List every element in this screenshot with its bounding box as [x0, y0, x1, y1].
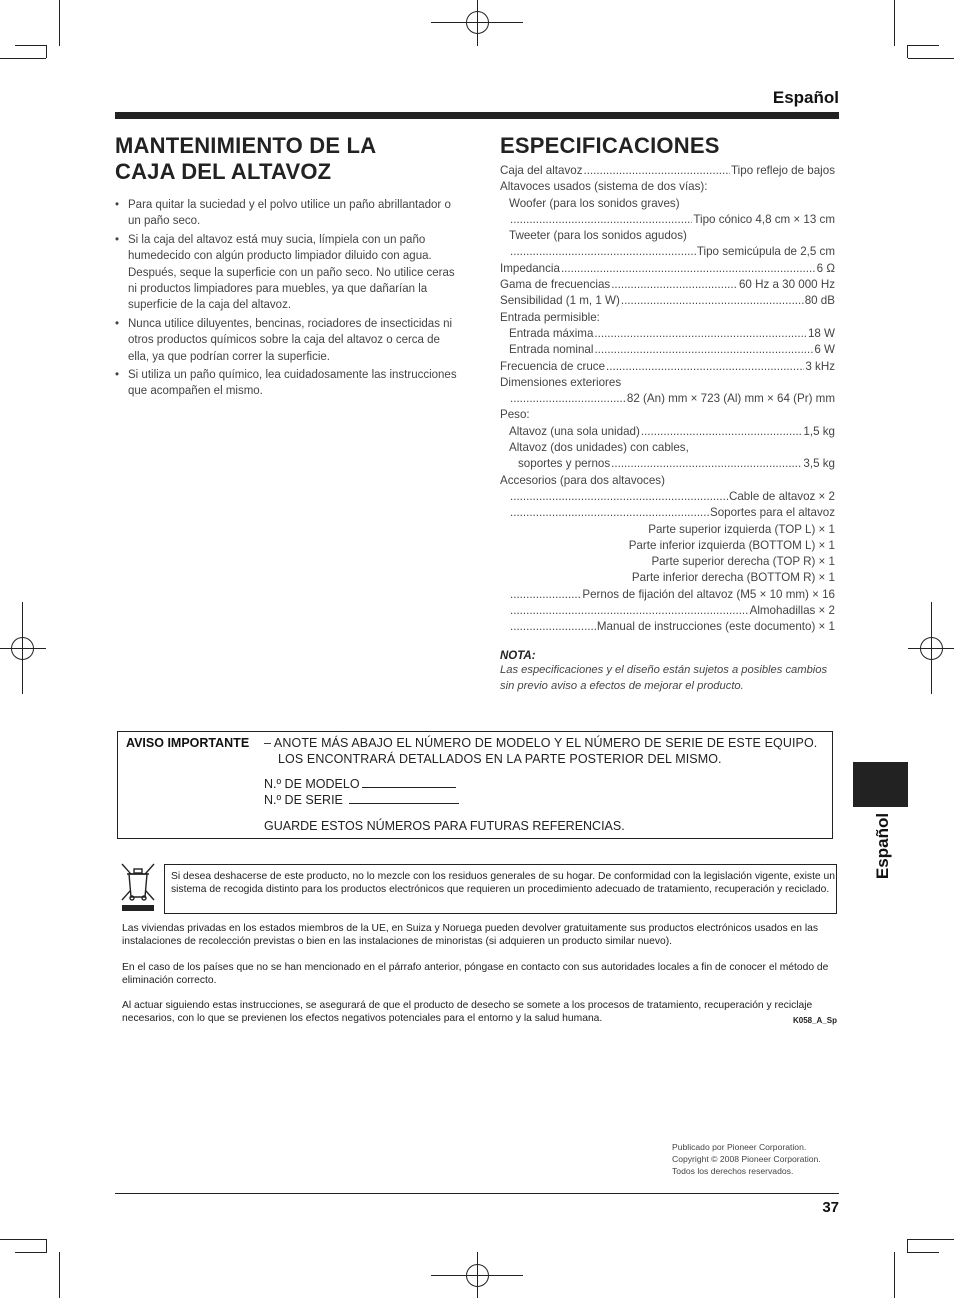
- spec-row: Impedancia ..... 6 Ω: [500, 261, 835, 277]
- spec-row: Entrada permisible:: [500, 310, 600, 324]
- disposal-code: K058_A_Sp: [792, 1016, 837, 1025]
- disposal-paragraph-1: Las viviendas privadas en los estados miembros de la UE, en Suiza y Noruega pueden devolver gratuitamente sus productos electrónicos usados en las instalaciones de recolección previstas o bien en las instalaciones de minoristas (si adquieren un producto similar nuevo).: [122, 923, 819, 947]
- notice-line2: LOS ENCONTRARÁ DETALLADOS EN LA PARTE POSTERIOR DEL MISMO.: [278, 752, 722, 766]
- spec-row: ..... 82 (An) mm × 723 (Al) mm × 64 (Pr) mm: [500, 391, 835, 407]
- side-language-label: Español: [873, 812, 892, 880]
- disposal-notice-box: [164, 864, 837, 914]
- list-item: • Nunca utilice diluyentes, bencinas, rociadores de insecticidas ni otros productos químicos sobre la caja del altavoz o cerca de ella, ya que podrían correr la superficie.: [115, 316, 460, 365]
- spec-row: Dimensiones exteriores: [500, 375, 622, 389]
- disposal-paragraph-3: Al actuar siguiendo estas instrucciones, se asegurará de que el producto de desecho se somete a los procesos de tratamiento, recuperación y reciclaje necesarios, con lo que se previenen los efectos negativos potenciales para el entorno y la salud humana.: [122, 1000, 813, 1024]
- spec-row: Gama de frecuencias ..... 60 Hz a 30 000 Hz: [500, 277, 835, 293]
- notice-title: AVISO IMPORTANTE: [126, 736, 250, 750]
- publisher-line3: Todos los derechos reservados.: [672, 1166, 794, 1176]
- spec-row: Entrada nominal ..... 6 W: [500, 342, 835, 358]
- spec-row: Accesorios (para dos altavoces): [500, 473, 665, 487]
- spec-row: Sensibilidad (1 m, 1 W) ..... 80 dB: [500, 293, 835, 309]
- publisher-line2: Copyright © 2008 Pioneer Corporation.: [672, 1154, 821, 1164]
- model-number-field: [264, 777, 456, 791]
- spec-row: Parte inferior izquierda (BOTTOM L) × 1: [628, 538, 835, 552]
- important-notice-box: [117, 731, 833, 839]
- spec-row: Entrada máxima ..... 18 W: [500, 326, 835, 342]
- disposal-paragraph-2: En el caso de los países que no se han mencionado en el párrafo anterior, póngase en contacto con sus autoridades locales a fin de conocer el método de eliminación correcto.: [122, 962, 829, 986]
- spec-row: Altavoz (dos unidades) con cables,: [509, 441, 689, 455]
- model-number-label: N.º DE MODELO: [264, 777, 360, 791]
- publisher-line1: Publicado por Pioneer Corporation.: [672, 1142, 807, 1152]
- spec-row: Altavoces usados (sistema de dos vías):: [500, 180, 708, 194]
- notice-text: [264, 735, 817, 767]
- spec-row: Parte superior izquierda (TOP L) × 1: [648, 522, 835, 536]
- spec-row: ..... Manual de instrucciones (este documento) × 1: [500, 619, 835, 635]
- header-language: Español: [772, 88, 839, 107]
- specs-table: [500, 163, 835, 636]
- spec-row: Woofer (para los sonidos graves): [509, 196, 680, 210]
- page-number: 37: [822, 1199, 839, 1216]
- notice-line1: – ANOTE MÁS ABAJO EL NÚMERO DE MODELO Y EL NÚMERO DE SERIE DE ESTE EQUIPO.: [264, 736, 818, 750]
- spec-row: ..... Soportes para el altavoz: [500, 505, 835, 521]
- note-heading: NOTA:: [500, 649, 536, 662]
- publisher-info: [672, 1141, 821, 1177]
- note-text: Las especificaciones y el diseño están sujetos a posibles cambios sin previo aviso a efectos de mejorar el producto.: [500, 663, 828, 692]
- footer-rule: [115, 1193, 839, 1194]
- spec-row: Caja del altavoz ..... Tipo reflejo de bajos: [500, 163, 835, 179]
- specs-section: [500, 133, 835, 694]
- spec-row: Parte superior derecha (TOP R) × 1: [651, 555, 835, 569]
- maintenance-list: [115, 197, 460, 400]
- serial-number-label: N.º DE SERIE: [264, 793, 343, 807]
- disposal-box-text: Si desea deshacerse de este producto, no lo mezcle con los residuos generales de su hogar. De conformidad con la legislación vigente, existe un sistema de recogida distinto para los productos electrónicos que requieren un procedimiento adecuado de tratamiento, recuperación y reciclado.: [171, 871, 835, 895]
- serial-number-field: [264, 793, 459, 807]
- spec-row: soportes y pernos ..... 3,5 kg: [500, 456, 835, 472]
- specs-title: ESPECIFICACIONES: [500, 133, 720, 158]
- maintenance-title-line2: CAJA DEL ALTAVOZ: [115, 159, 332, 184]
- maintenance-title-line1: MANTENIMIENTO DE LA: [115, 133, 377, 158]
- notice-footer: GUARDE ESTOS NÚMEROS PARA FUTURAS REFERENCIAS.: [264, 819, 625, 833]
- header-rule: [115, 112, 839, 119]
- spec-row: Tweeter (para los sonidos agudos): [509, 229, 687, 243]
- list-item: • Si utiliza un paño químico, lea cuidadosamente las instrucciones que acompañen el mismo.: [115, 367, 460, 400]
- spec-row: Peso:: [500, 408, 530, 422]
- spec-row: ..... Tipo semicúpula de 2,5 cm: [500, 244, 835, 260]
- spec-row: Altavoz (una sola unidad) ..... 1,5 kg: [500, 424, 835, 440]
- spec-row: ..... Almohadillas × 2: [500, 603, 835, 619]
- spec-row: ..... Cable de altavoz × 2: [500, 489, 835, 505]
- list-item: • Si la caja del altavoz está muy sucia, límpiela con un paño humedecido con algún producto limpiador diluido con agua. Después, seque la superficie con un paño seco. No utilice ceras ni productos limpiadores para muebles, ya que dañarían la superficie de la caja del altavoz.: [115, 232, 460, 314]
- weee-crossed-bin-icon: [120, 862, 156, 914]
- spec-row: ..... Tipo cónico 4,8 cm × 13 cm: [500, 212, 835, 228]
- spec-row: Parte inferior derecha (BOTTOM R) × 1: [631, 571, 835, 585]
- spec-row: ..... Pernos de fijación del altavoz (M5 × 10 mm) × 16: [500, 587, 835, 603]
- spec-row: Frecuencia de cruce ..... 3 kHz: [500, 359, 835, 375]
- language-side-tab: [853, 762, 908, 807]
- maintenance-section: [115, 133, 460, 402]
- list-item: • Para quitar la suciedad y el polvo utilice un paño abrillantador o un paño seco.: [115, 197, 460, 230]
- maintenance-title: [115, 133, 460, 185]
